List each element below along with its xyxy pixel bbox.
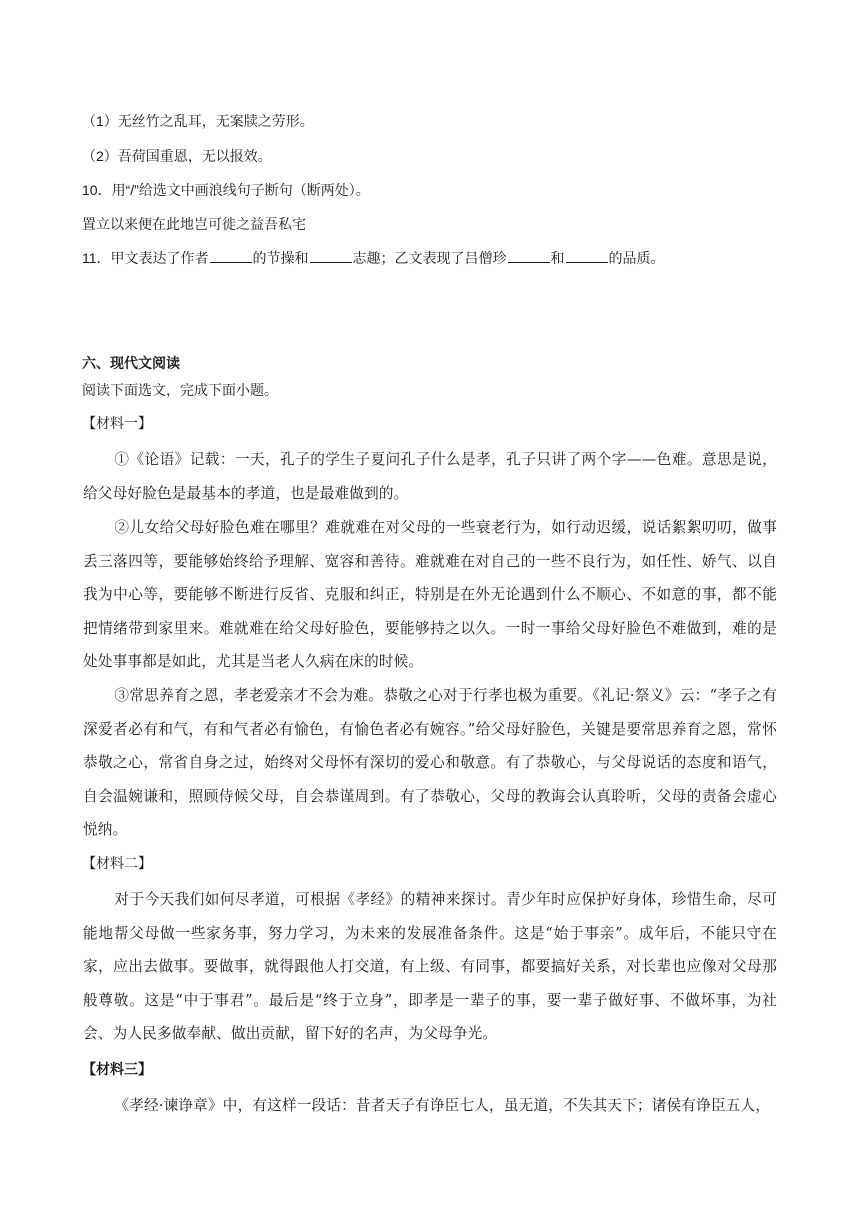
answer-blank[interactable] bbox=[310, 248, 352, 263]
question-11 bbox=[82, 248, 665, 268]
material-1-paragraph-2: ②儿女给父母好脸色难在哪里？难就难在对父母的一些衰老行为，如行动迟缓，说话絮絮叨叨，做事丢三落四等，要能够始终给予理解、宽容和善待。难就难在对自己的一些不良行为，如任性、娇气、以自我为中心等，要能够不断进行反省、克服和纠正，特别是在外无论遇到什么不顺心、不如意的事，都不能把情绪带到家里来。难就难在给父母好脸色，要能够持之以久。一时一事给父母好脸色不难做到，难的是处处事事都是如此，尤其是当老人久病在床的时候。 bbox=[83, 519, 777, 670]
material-1-paragraph-1: ①《论语》记载：一天，孔子的学生子夏问孔子什么是孝，孔子只讲了两个字——色难。意思是说，给父母好脸色是最基本的孝道，也是最难做到的。 bbox=[83, 451, 777, 502]
q11-part-e: 的品质。 bbox=[608, 250, 665, 266]
answer-blank[interactable] bbox=[210, 248, 252, 263]
q11-part-d: 和 bbox=[550, 250, 565, 266]
q11-part-a: 11．甲文表达了作者 bbox=[82, 250, 209, 266]
q11-part-b: 的节操和 bbox=[252, 250, 309, 266]
answer-blank[interactable] bbox=[566, 248, 608, 263]
material-2-label: 【材料二】 bbox=[82, 855, 152, 871]
section-heading: 六、现代文阅读 bbox=[82, 355, 180, 371]
q11-part-c: 志趣；乙文表现了吕僧珍 bbox=[352, 250, 507, 266]
material-1-label: 【材料一】 bbox=[82, 415, 152, 431]
material-1-paragraph-3: ③常思养育之恩，孝老爱亲才不会为难。恭敬之心对于行孝也极为重要。《礼记·祭义》云：“孝子之有深爱者必有和气，有和气者必有愉色，有愉色者必有婉容。”给父母好脸色，关键是要常思养育之恩，常怀恭敬之心，常省自身之过，始终对父母怀有深切的爱心和敬意。有了恭敬心，与父母说话的态度和语气，自会温婉谦和，照顾侍候父母，自会恭谨周到。有了恭敬心，父母的教诲会认真聆听，父母的责备会虚心悦纳。 bbox=[83, 687, 777, 838]
question-10: 10．用“/”给选文中画浪线句子断句（断两处）。 bbox=[82, 182, 370, 198]
material-3-paragraph: 《孝经·谏诤章》中，有这样一段话：昔者天子有诤臣七人，虽无道，不失其天下；诸侯有诤臣五人， bbox=[114, 1097, 771, 1114]
material-3-label: 【材料三】 bbox=[82, 1061, 152, 1077]
question-item-2: （2）吾荷国重恩，无以报效。 bbox=[82, 148, 272, 164]
question-item-1: （1）无丝竹之乱耳，无案牍之劳形。 bbox=[82, 113, 314, 129]
section-instruction: 阅读下面选文，完成下面小题。 bbox=[82, 382, 278, 398]
answer-blank[interactable] bbox=[508, 248, 550, 263]
question-10-text: 置立以来便在此地岂可徙之益吾私宅 bbox=[82, 216, 306, 232]
material-2-paragraph: 对于今天我们如何尽孝道，可根据《孝经》的精神来探讨。青少年时应保护好身体，珍惜生命，尽可能地帮父母做一些家务事，努力学习，为未来的发展准备条件。这是“始于事亲”。成年后，不能只守在家，应出去做事。要做事，就得跟他人打交道，有上级、有同事，都要搞好关系，对长辈也应像对父母那般尊敬。这是“中于事君”。最后是“终于立身”，即孝是一辈子的事，要一辈子做好事、不做坏事，为社会、为人民多做奉献、做出贡献，留下好的名声，为父母争光。 bbox=[83, 891, 777, 1042]
